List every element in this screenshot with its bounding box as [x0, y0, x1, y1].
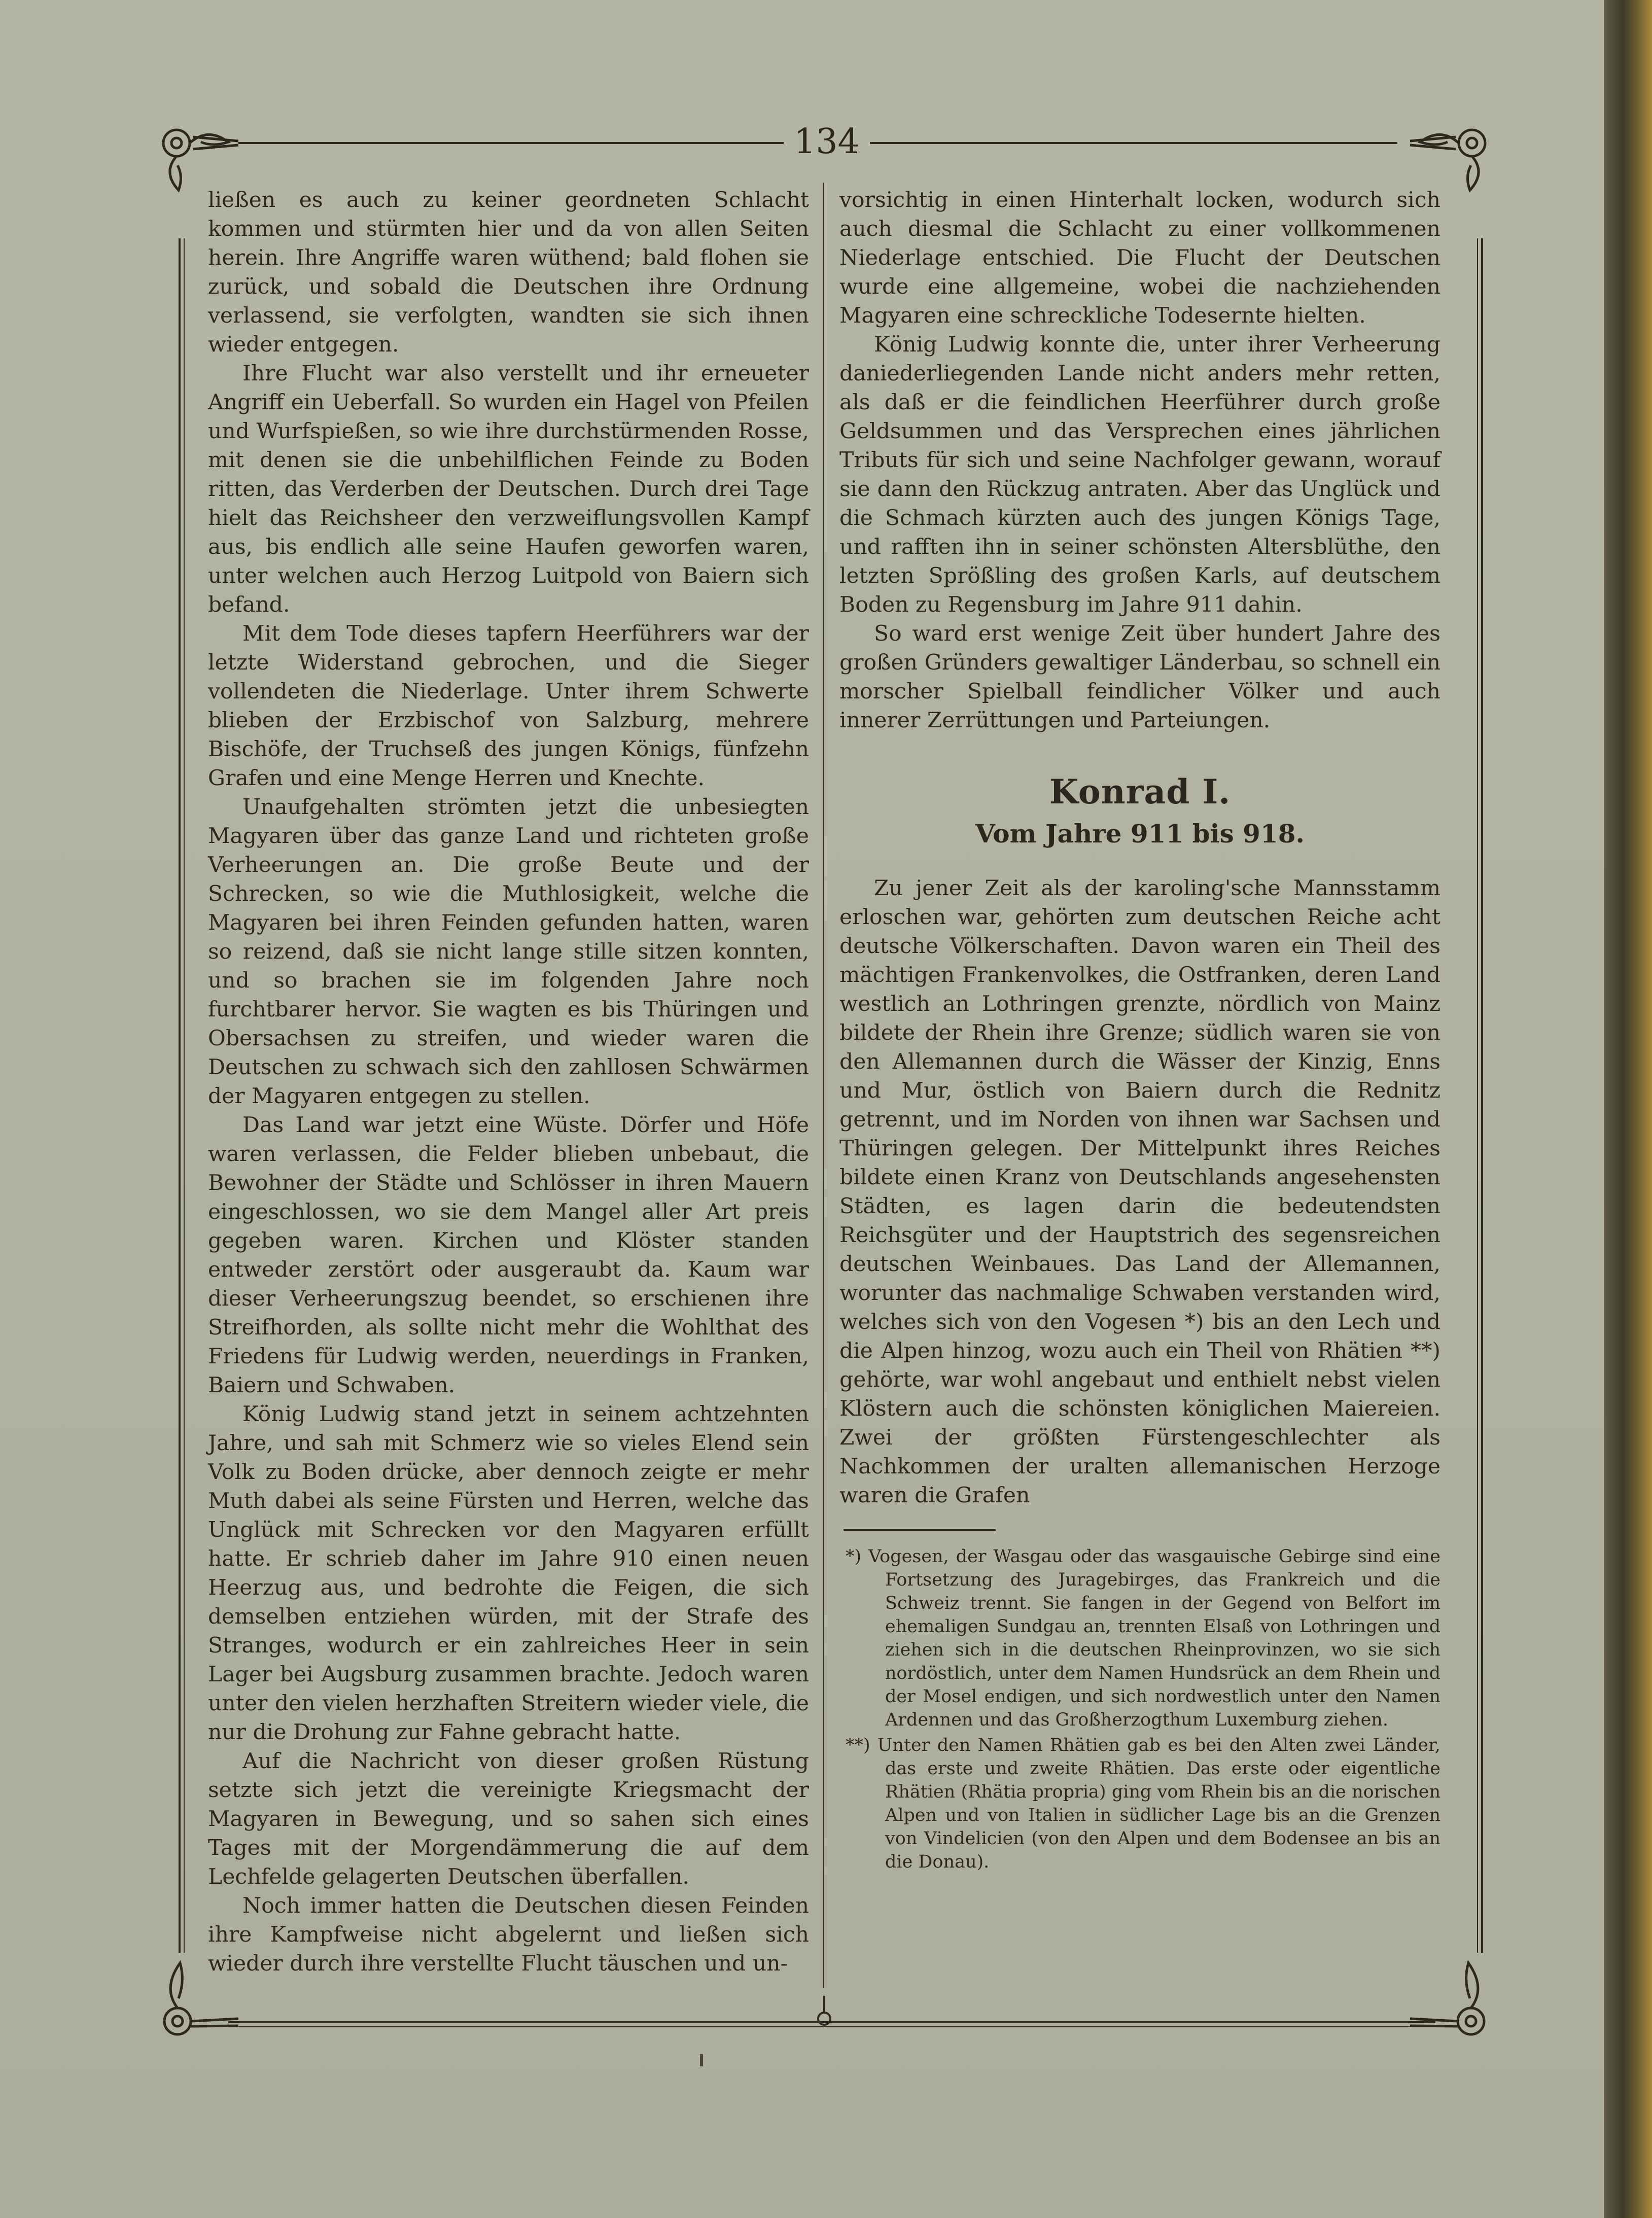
paragraph: Mit dem Tode dieses tapfern Heerführers war der letzte Widerstand gebrochen, und die Sieger vollendeten die Niederlage. Unter ihrem Schwerte blieben der Erzbischof von Salzburg, mehrere Bischöfe, der Truchseß des jungen Königs, fünfzehn Grafen und eine Menge Herren und Knechte.: [208, 621, 809, 791]
footnote-divider: [843, 1529, 996, 1531]
paragraph: Auf die Nachricht von dieser großen Rüstung setzte sich jetzt die vereinigte Kriegsmacht der Magyaren in Bewegung, und so sahen sich eines Tages mit der Morgendämmerung die auf dem Lechfelde gelagerten Deutschen überfallen.: [208, 1749, 809, 1889]
paragraph: vorsichtig in einen Hinterhalt locken, wodurch sich auch diesmal die Schlacht zu einer vollkommenen Niederlage entschied. Die Flucht der Deutschen wurde eine allgemeine, wobei die nachziehenden Magyaren eine schreckliche Todesernte hielten.: [839, 188, 1440, 328]
paragraph: Zu jener Zeit als der karoling'sche Mannsstamm erloschen war, gehörten zum deutschen Reiche acht deutsche Völkerschaften. Davon waren ein Theil des mächtigen Frankenvolkes, die Ostfranken, deren Land westlich an Lothringen grenzte, nördlich von Mainz bildete der Rhein ihre Grenze; südlich waren sie von den Allemannen durch die Wässer der Kinzig, Enns und Mur, östlich von Baiern durch die Rednitz getrennt, und im Norden von ihnen war Sachsen und Thüringen gelegen. Der Mittelpunkt ihres Reiches bildete einen Kranz von Deutschlands angesehensten Städten, es lagen darin die bedeutendsten Reichsgüter und der Hauptstrich des segensreichen deutschen Weinbaues. Das Land der Allemannen, worunter das nachmalige Schwaben verstanden wird, welches sich von den Vogesen *) bis an den Lech und die Alpen hinzog, wozu auch ein Theil von Rhätien **) gehörte, war wohl angebaut und enthielt nebst vielen Klöstern auch die schönsten königlichen Maiereien. Zwei der größten Fürstengeschlechter als Nachkommen der uralten allemanischen Herzoge waren die Grafen: [839, 876, 1440, 1508]
footnotes: [839, 1545, 1440, 1874]
frame-left-rule: [179, 238, 181, 1953]
paragraph: ließen es auch zu keiner geordneten Schlacht kommen und stürmten hier und da von allen Seiten herein. Ihre Angriffe waren wüthend; bald flohen sie zurück, und sobald die Deutschen ihre Ordnung verlassend, sie verfolgten, wandten sie sich ihnen wieder entgegen.: [208, 188, 809, 357]
chapter-title: Konrad I.: [1049, 772, 1231, 812]
page-number: 134: [794, 122, 860, 162]
paragraph: Noch immer hatten die Deutschen diesen Feinden ihre Kampfweise nicht abgelernt und ließen sich wieder durch ihre verstellte Flucht täuschen und un-: [208, 1893, 809, 1976]
corner-ornament-top-left-icon: [152, 117, 243, 193]
ink-mark: [700, 2054, 703, 2066]
paragraph: So ward erst wenige Zeit über hundert Jahre des großen Gründers gewaltiger Länderbau, so schnell ein morscher Spielball feindlicher Völker und auch innerer Zerrüttungen und Parteiungen.: [839, 621, 1440, 733]
paragraph: König Ludwig konnte die, unter ihrer Verheerung daniederliegenden Lande nicht anders mehr retten, als daß er die feindlichen Heerführer durch große Geldsummen und das Versprechen eines jährlichen Tributs für sich und seine Nachfolger gewann, worauf sie dann den Rückzug antraten. Aber das Unglück und die Schmach kürzten auch des jungen Königs Tage, und rafften ihn in seiner schönsten Altersblüthe, den letzten Sprößling des großen Karls, auf deutschem Boden zu Regensburg im Jahre 911 dahin.: [839, 332, 1440, 617]
paragraph: König Ludwig stand jetzt in seinem achtzehnten Jahre, und sah mit Schmerz wie so vieles Elend sein Volk zu Boden drücke, aber dennoch zeigte er mehr Muth dabei als seine Fürsten und Herren, welche das Unglück mit Schrecken vor den Magyaren erfüllt hatte. Er schrieb daher im Jahre 910 einen neuen Heerzug aus, und bedrohte die Feigen, die sich demselben entziehen würden, mit der Strafe des Stranges, wodurch er ein zahlreiches Heer in sein Lager bei Augsburg zusammen brachte. Jedoch waren unter den vielen herzhaften Streitern wieder viele, die nur die Drohung zur Fahne gebracht hatte.: [208, 1402, 809, 1745]
left-column: [208, 186, 809, 1978]
footnote: *) Vogesen, der Wasgau oder das wasgauische Gebirge sind eine Fortsetzung des Juragebirges, das Frankreich und die Schweiz trennt. Sie fangen in der Gegend von Belfort im ehemaligen Sundgau an, trennten Elsaß von Lothringen und ziehen sich in die deutschen Rheinprovinzen, wo sie sich nordöstlich, unter dem Namen Hundsrück an dem Rhein und der Mosel endigen, und sich nordwestlich unter den Namen Ardennen und das Großherzogthum Luxemburg ziehen.: [846, 1546, 1440, 1730]
book-spine: [1604, 0, 1652, 2218]
paragraph: Ihre Flucht war also verstellt und ihr erneueter Angriff ein Ueberfall. So wurden ein Hagel von Pfeilen und Wurfspießen, so wie ihre durchstürmenden Rosse, mit denen sie die unbehilflichen Feinde zu Boden ritten, das Verderben der Deutschen. Durch drei Tage hielt das Reichsheer den verzweiflungsvollen Kampf aus, bis endlich alle seine Haufen geworfen waren, unter welchen auch Herzog Luitpold von Baiern sich befand.: [208, 361, 809, 617]
frame-left-rule-inner: [184, 238, 185, 1953]
frame-right-rule: [1481, 238, 1483, 1953]
divider-ornament-icon: [806, 1993, 842, 2029]
paragraph: Unaufgehalten strömten jetzt die unbesiegten Magyaren über das ganze Land und richteten große Verheerungen an. Die große Beute und der Schrecken, so wie die Muthlosigkeit, welche die Magyaren bei ihren Feinden gefunden hatten, waren so reizend, daß sie nicht lange stille sitzen konnten, und so brachen sie im folgenden Jahre noch furchtbarer hervor. Sie wagten es bis Thüringen und Obersachsen zu streifen, und wieder waren die Deutschen zu schwach sich den zahllosen Schwärmen der Magyaren entgegen zu stellen.: [208, 795, 809, 1109]
frame-top-rule-left: [238, 142, 784, 144]
corner-ornament-bottom-right-icon: [1405, 1958, 1496, 2044]
chapter-subtitle: Vom Jahre 911 bis 918.: [975, 819, 1305, 849]
frame-column-divider: [823, 183, 824, 1988]
corner-ornament-top-right-icon: [1405, 117, 1496, 193]
right-column: [839, 186, 1440, 1874]
footnote: **) Unter den Namen Rhätien gab es bei den Alten zwei Länder, das erste und zweite Rhätien. Das erste oder eigentliche Rhätien (Rhätia propria) ging vom Rhein bis an die norischen Alpen und von Italien in südlicher Lage bis an die Grenzen von Vindelicien (von den Alpen und dem Bodensee an bis an die Donau).: [846, 1735, 1440, 1872]
paragraph: Das Land war jetzt eine Wüste. Dörfer und Höfe waren verlassen, die Felder blieben unbebaut, die Bewohner der Städte und Schlösser in ihren Mauern eingeschlossen, wo sie dem Mangel aller Art preis gegeben waren. Kirchen und Klöster standen entweder zerstört oder ausgeraubt da. Kaum war dieser Verheerungszug beendet, so erschienen ihre Streifhorden, als sollte nicht mehr die Wohlthat des Friedens für Ludwig werden, neuerdings in Franken, Baiern und Schwaben.: [208, 1113, 809, 1398]
frame-top-rule-right: [870, 142, 1397, 144]
frame-right-rule-inner: [1477, 238, 1478, 1953]
